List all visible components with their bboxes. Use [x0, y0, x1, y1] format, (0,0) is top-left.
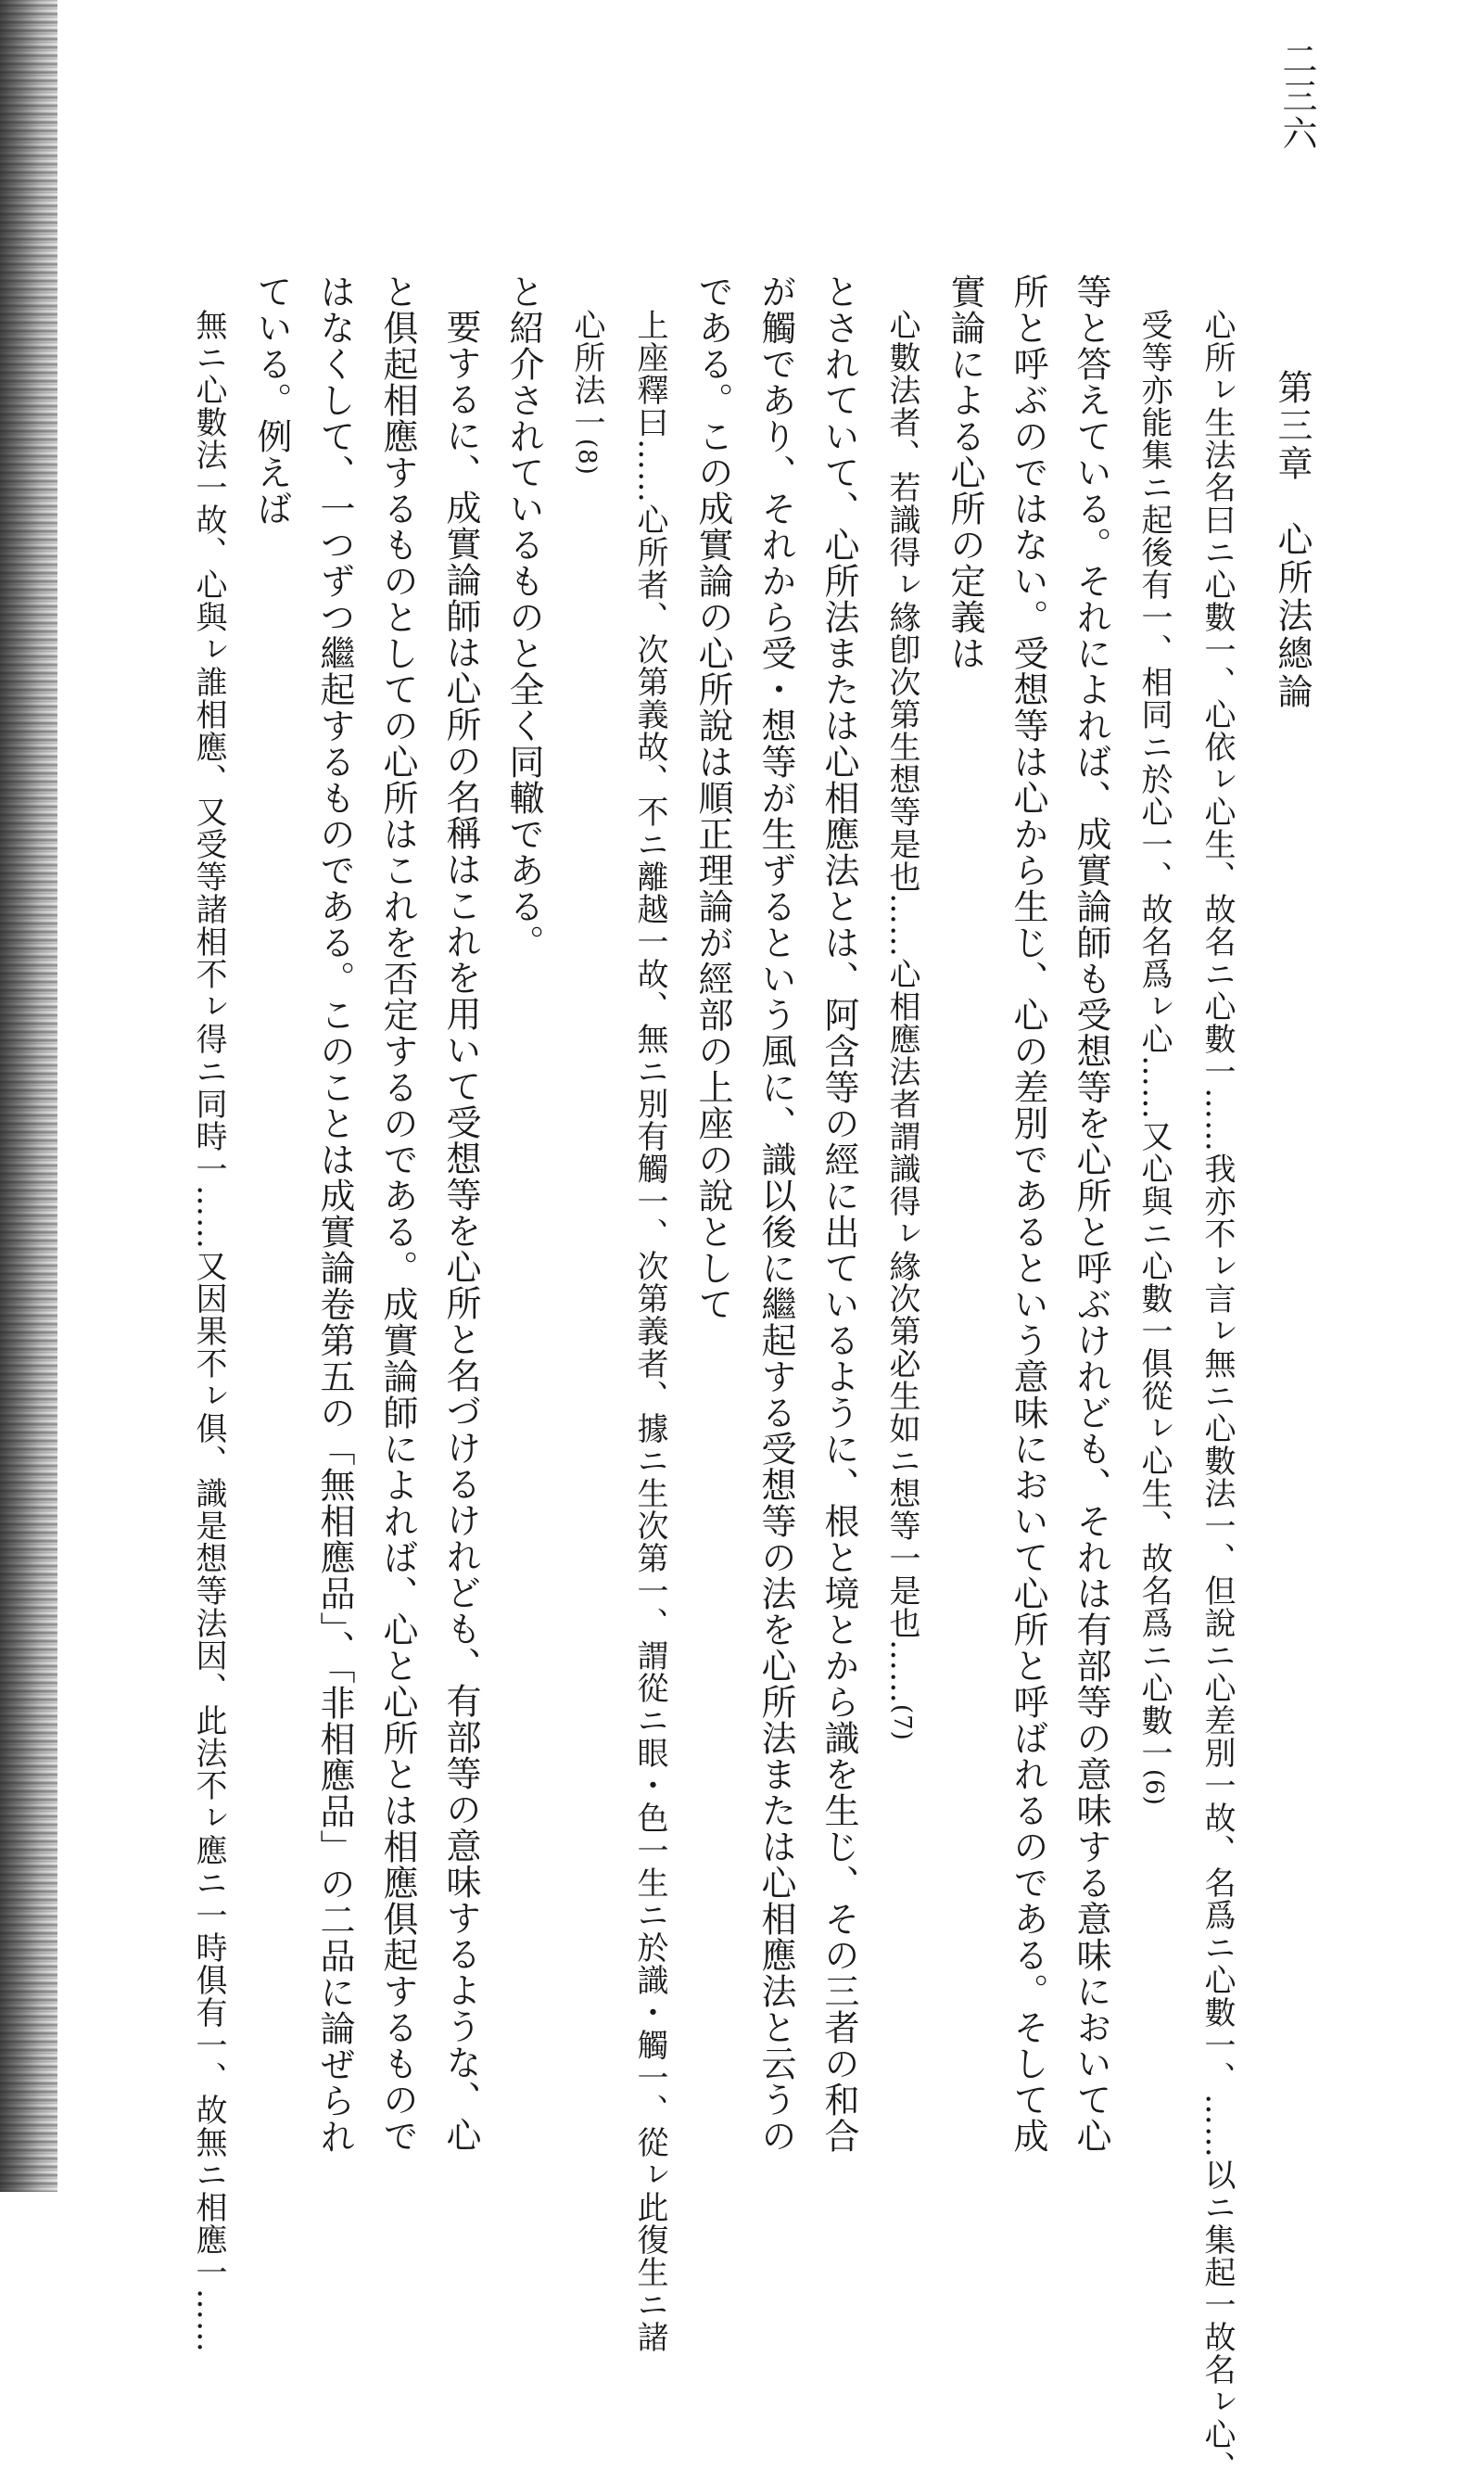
page-number: 二三六 [1276, 41, 1317, 152]
running-head: 第三章 心所法總論 [1272, 369, 1313, 711]
text-line: 所と呼ぶのではない。受想等は心から生じ、心の差別であるという意味において心所と呼ばれるのである。そして成 [1008, 274, 1048, 2154]
quote-line: 受等亦能集ニ起後有一、相同ニ於心一、故名爲ㇾ心……又心與ニ心數一俱從ㇾ心生、故名爲ニ心數一(6) [1135, 309, 1173, 1806]
body-text [177, 274, 1249, 2483]
quote-line: 心所ㇾ生法名曰ニ心數一、心依ㇾ心生、故名ニ心數一……我亦不ㇾ言ㇾ無ニ心數法一、但說ニ心差別一故、名爲ニ心數一、……以ニ集起一故名ㇾ心、 [1199, 309, 1236, 2483]
text-line: 要するに、成實論師は心所の名稱はこれを用いて受想等を心所と名づけるけれども、有部等の意味するような、心 [440, 309, 481, 2153]
text-line: である。この成實論の心所說は順正理論が經部の上座の說として [692, 274, 733, 1322]
text-line: ている。例えば [251, 274, 292, 527]
text-line: はなくして、一つずつ繼起するものである。このことは成實論卷第五の「無相應品」、「非相應品」の二品に論ぜられ [314, 274, 355, 2155]
footnote-ref-7: (7) [888, 1704, 916, 1741]
scan-edge-shadow [0, 0, 57, 2192]
quote-line: 心所法一(8) [568, 309, 605, 476]
text-line: と俱起相應するものとしての心所はこれを否定するのである。成實論師によれば、心と心所とは相應俱起するもので [377, 274, 418, 2154]
text-line: が觸であり、それから受・想等が生ずるという風に、識以後に繼起する受想等の法を心所法または心相應法と云うの [755, 274, 796, 2154]
text-line: 實論による心所の定義は [945, 274, 985, 671]
footnote-ref-6: (6) [1140, 1769, 1168, 1806]
quote-line: 無ニ心數法一故、心與ㇾ誰相應、又受等諸相不ㇾ得ニ同時一……又因果不ㇾ俱、識是想等法因、此法不ㇾ應ニ一時俱有一、故無ニ相應一…… [190, 309, 227, 2353]
text-line: 等と答えている。それによれば、成實論師も受想等を心所と呼ぶけれども、それは有部等の意味する意味において心 [1071, 274, 1111, 2154]
text-line: とされていて、心所法または心相應法とは、阿含等の經に出ているように、根と境とから識を生じ、その三者の和合 [818, 274, 859, 2154]
footnote-ref-8: (8) [573, 439, 601, 476]
quote-line: 上座釋曰……心所者、次第義故、不ニ離越一故、無ニ別有觸一、次第義者、據ニ生次第一、謂從ニ眼・色一生ニ於識・觸一、從ㇾ此復生ニ諸 [631, 309, 668, 2353]
quote-line: 心數法者、若識得ㇾ緣卽次第生想等是也……心相應法者謂識得ㇾ緣次第必生如ニ想等一是也……(7) [883, 309, 920, 1741]
text-line: と紹介されているものと全く同轍である。 [503, 274, 544, 961]
